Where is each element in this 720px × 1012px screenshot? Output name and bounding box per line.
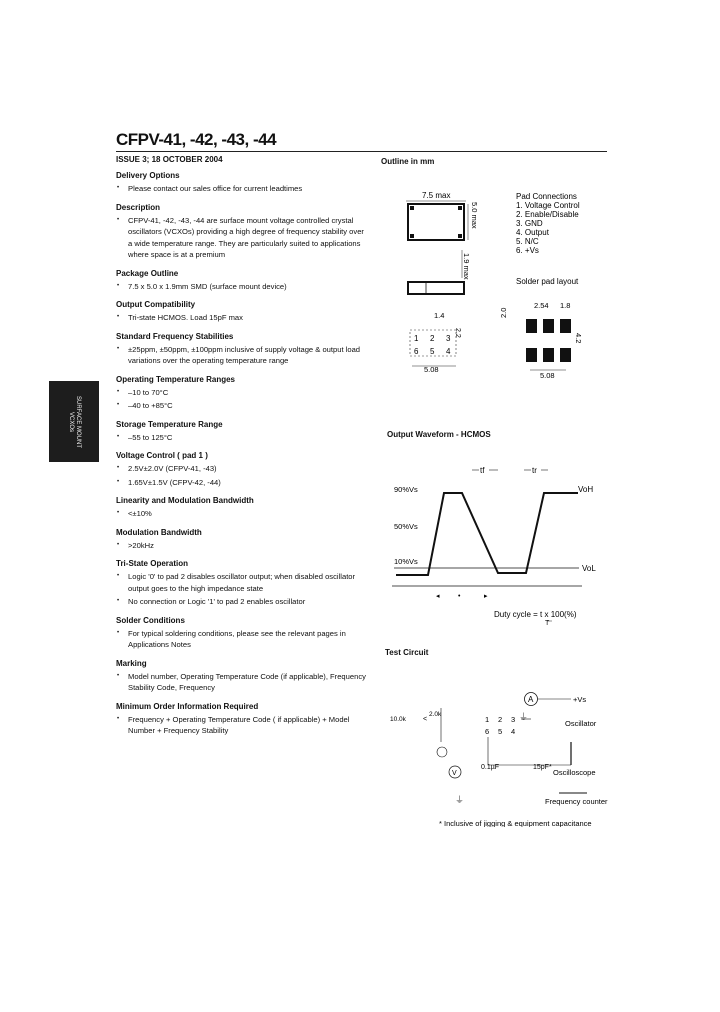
- section-heading: Voltage Control ( pad 1 ): [116, 451, 208, 460]
- pin-number: 5: [498, 727, 503, 736]
- list-item: • CFPV-41, -42, -43, -44 are surface mount voltage controlled crystal oscillators (VCXOs) providing a high degree of frequency stability over a wide temperature range. They are particularly suited to applications where space is at a premium: [116, 215, 366, 261]
- pin-number: 1: [485, 715, 490, 724]
- section-package-outline: [116, 269, 366, 293]
- time-marker: ▸: [484, 593, 488, 600]
- resistor-2k-label: 2.0k: [429, 711, 442, 718]
- duty-cycle-tail: x 100(%): [542, 610, 577, 619]
- side-tab: [49, 381, 99, 462]
- corner-mark: [458, 234, 462, 238]
- corner-mark: [458, 206, 462, 210]
- pad-number: 1: [414, 334, 419, 343]
- dim-height-label: 5.0 max: [470, 202, 479, 229]
- ground-icon: ⏚: [455, 795, 465, 805]
- tf-label: tf: [480, 466, 485, 475]
- list-item: • –40 to +85°C: [116, 400, 366, 412]
- list-item: • >20kHz: [116, 540, 366, 552]
- list-item: • –10 to 70°C: [116, 387, 366, 399]
- list-item: • 1.65V±1.5V (CFPV-42, -44): [116, 477, 366, 489]
- capacitor-label: 0.1µF: [481, 764, 500, 771]
- solder-pad: [526, 348, 537, 362]
- load-capacitor-label: 15pF*: [533, 764, 552, 771]
- pad-number: 3: [446, 334, 451, 343]
- pad-number: 2: [430, 334, 435, 343]
- pad-number: 6: [414, 347, 419, 356]
- list-item: • 7.5 x 5.0 x 1.9mm SMD (surface mount device): [116, 281, 366, 293]
- vol-label: VoL: [582, 564, 596, 573]
- list-item: • Model number, Operating Temperature Code (if applicable), Frequency Stability Code, Frequency: [116, 671, 366, 694]
- side-tab-line2: VCXOs: [68, 411, 74, 432]
- corner-mark: [410, 234, 414, 238]
- section-heading: Delivery Options: [116, 171, 180, 180]
- waveform-heading: Output Waveform - HCMOS: [387, 430, 491, 439]
- spec-column: [116, 171, 366, 745]
- time-marker: ◂: [436, 593, 440, 600]
- pin-number: 6: [485, 727, 490, 736]
- pad-connections-title: Pad Connections: [516, 192, 577, 201]
- solder-dim: 4.2: [574, 333, 583, 344]
- voltmeter-icon: [437, 747, 447, 757]
- side-tab-line1: SURFACE MOUNT: [75, 395, 81, 448]
- voh-label: VoH: [578, 485, 594, 494]
- section-heading: Standard Frequency Stabilities: [116, 331, 234, 341]
- time-marker: •: [458, 593, 461, 600]
- section-marking: [116, 659, 366, 694]
- section-modulation-bandwidth: [116, 528, 366, 552]
- dim-pitch-label: 5.08: [424, 365, 439, 374]
- section-heading: Minimum Order Information Required: [116, 701, 259, 711]
- pad-connection: 2. Enable/Disable: [516, 210, 579, 219]
- waveform-diagram: [386, 462, 606, 622]
- pin-number: 4: [511, 727, 516, 736]
- voltmeter-label: V: [452, 770, 457, 777]
- section-solder-conditions: [116, 616, 366, 651]
- list-item: • –55 to 125°C: [116, 432, 366, 444]
- duty-cycle-label: Duty cycle =: [494, 610, 541, 619]
- ground-icon: ⏚: [519, 712, 529, 722]
- output-waveform: [396, 493, 578, 575]
- outline-drawing: [380, 170, 610, 390]
- outline-heading: Outline in mm: [381, 157, 435, 166]
- section-output-compatibility: [116, 300, 366, 324]
- section-heading: Tri-State Operation: [116, 559, 189, 568]
- pad-connection: 3. GND: [516, 219, 543, 228]
- section-heading: Operating Temperature Ranges: [116, 374, 235, 384]
- section-storage-temperature: [116, 420, 366, 444]
- ammeter-label: A: [528, 695, 534, 704]
- pad-number: 5: [430, 347, 435, 356]
- duty-cycle-denominator: T: [545, 620, 550, 627]
- dim-thick-label: 1.9 max: [462, 253, 471, 280]
- solder-pad: [543, 319, 554, 333]
- pad-connection: 1. Voltage Control: [516, 201, 580, 210]
- section-heading: Modulation Bandwidth: [116, 527, 202, 537]
- section-heading: Storage Temperature Range: [116, 419, 223, 429]
- section-voltage-control: [116, 451, 366, 488]
- oscillator-label: Oscillator: [565, 719, 597, 728]
- list-item: • ±25ppm, ±50ppm, ±100ppm inclusive of supply voltage & output load variations over the operating temperature range: [116, 344, 366, 367]
- section-heading: Output Compatibility: [116, 300, 196, 309]
- page-title: CFPV-41, -42, -43, -44: [116, 130, 277, 149]
- solder-dim: 5.08: [540, 371, 555, 380]
- pad-connection: 5. N/C: [516, 237, 539, 246]
- corner-mark: [410, 206, 414, 210]
- dim-pad-h-label: 2.2: [454, 328, 461, 338]
- issue-date: ISSUE 3; 18 OCTOBER 2004: [116, 155, 223, 164]
- pot-symbol: <: [423, 716, 428, 723]
- solder-dim: 2.0: [499, 307, 508, 318]
- list-item: • Frequency + Operating Temperature Code ( if applicable) + Model Number + Frequency Stability: [116, 714, 366, 737]
- solder-pad: [526, 319, 537, 333]
- solder-layout-title: Solder pad layout: [516, 277, 579, 286]
- test-circuit-note: * Inclusive of jigging & equipment capacitance: [439, 819, 592, 827]
- solder-dim: 1.8: [560, 301, 571, 310]
- supply-label: +Vs: [573, 695, 587, 704]
- section-linearity: [116, 496, 366, 520]
- pad-connection: 4. Output: [516, 228, 549, 237]
- pad-number: 4: [446, 347, 451, 356]
- side-tab-label: [67, 395, 81, 447]
- section-description: [116, 203, 366, 261]
- list-item: • For typical soldering conditions, please see the relevant pages in Applications Notes: [116, 628, 366, 651]
- solder-pad: [560, 319, 571, 333]
- section-operating-temperature: [116, 375, 366, 412]
- list-item: • 2.5V±2.0V (CFPV-41, -43): [116, 463, 366, 475]
- package-side-view: [408, 282, 464, 294]
- package-top-view: [408, 204, 464, 240]
- resistor-10k-label: 10.0k: [390, 716, 406, 723]
- list-item: • Logic '0' to pad 2 disables oscillator output; when disabled oscillator output goes to the high impedance state: [116, 571, 366, 594]
- duty-cycle-numerator: t: [540, 610, 543, 619]
- dim-width-label: 7.5 max: [422, 191, 451, 200]
- duty-cycle-text: [494, 610, 577, 619]
- section-heading: Linearity and Modulation Bandwidth: [116, 496, 254, 505]
- section-minimum-order: [116, 702, 366, 737]
- section-delivery-options: [116, 171, 366, 195]
- test-circuit-diagram: [385, 682, 610, 827]
- dim-pad-w-label: 1.4: [434, 311, 445, 320]
- section-heading: Description: [116, 202, 161, 212]
- pad-connection: 6. +Vs: [516, 246, 539, 255]
- tr-label: tr: [532, 466, 537, 475]
- pin-number: 2: [498, 715, 503, 724]
- pin-number: 3: [511, 715, 516, 724]
- section-heading: Solder Conditions: [116, 615, 185, 625]
- level-50-label: 50%Vs: [394, 522, 418, 531]
- solder-pad: [543, 348, 554, 362]
- list-item: • <±10%: [116, 508, 366, 520]
- test-circuit-heading: Test Circuit: [385, 648, 429, 657]
- counter-label: Frequency counter: [545, 797, 608, 806]
- level-10-label: 10%Vs: [394, 557, 418, 566]
- solder-dim: 2.54: [534, 301, 549, 310]
- title-rule: [116, 151, 607, 152]
- list-item: • No connection or Logic '1' to pad 2 enables oscillator: [116, 596, 366, 608]
- list-item: • Please contact our sales office for current leadtimes: [116, 183, 366, 195]
- list-item: • Tri-state HCMOS. Load 15pF max: [116, 312, 366, 324]
- section-frequency-stabilities: [116, 332, 366, 367]
- section-heading: Package Outline: [116, 268, 179, 278]
- section-tri-state: [116, 559, 366, 608]
- section-heading: Marking: [116, 658, 147, 668]
- level-90-label: 90%Vs: [394, 485, 418, 494]
- solder-pad: [560, 348, 571, 362]
- oscilloscope-label: Oscilloscope: [553, 768, 596, 777]
